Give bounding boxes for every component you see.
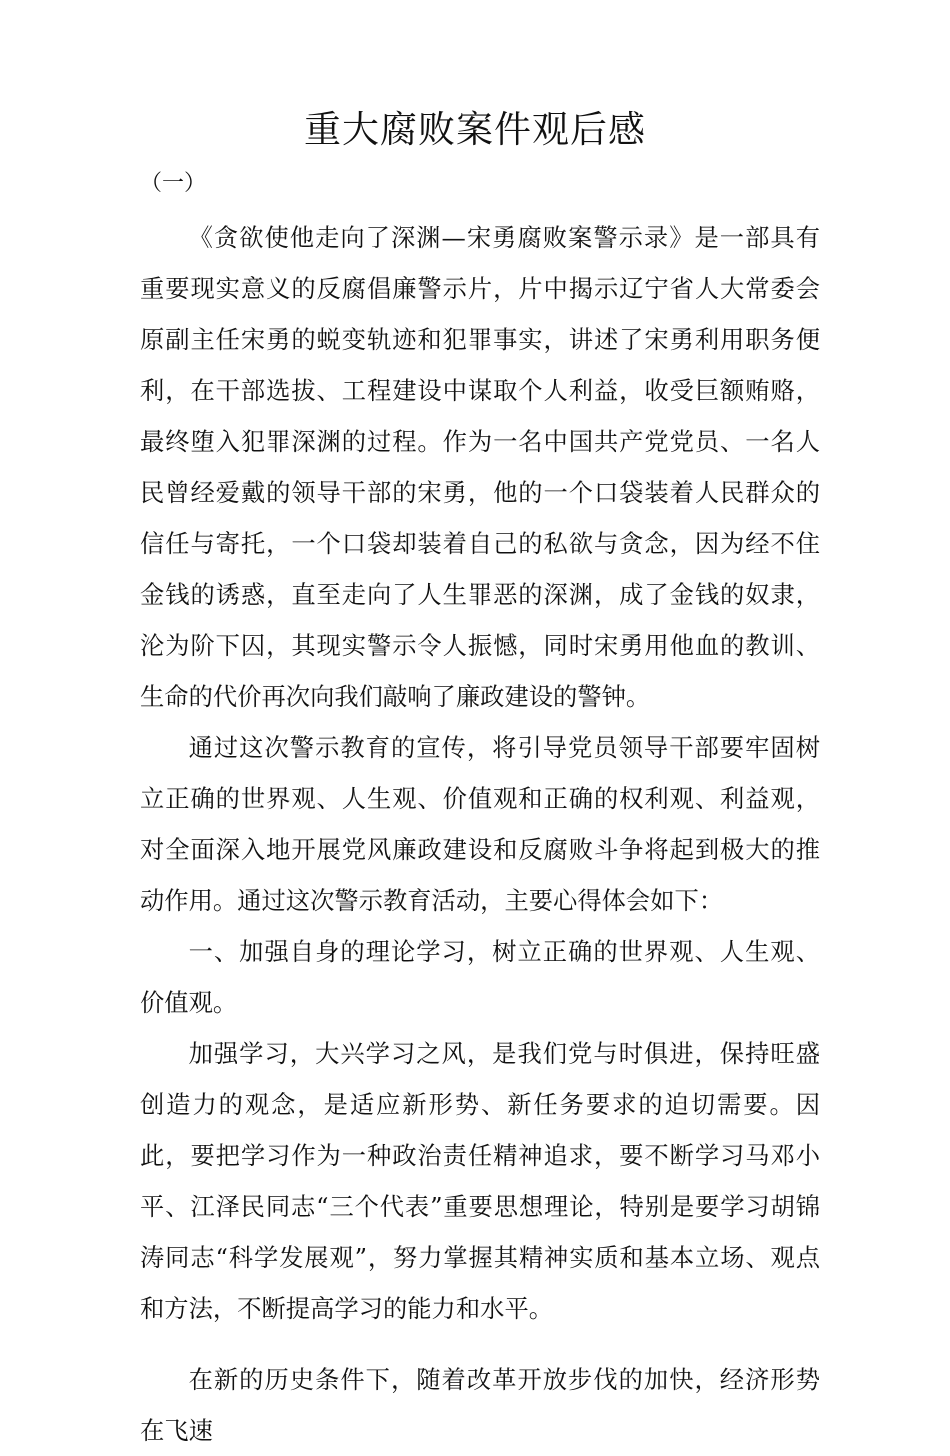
section-label: （一） [140, 171, 207, 196]
paragraph-4: 在新的历史条件下，随着改革开放步伐的加快，经济形势在飞速 [140, 1365, 820, 1445]
paragraph-3: 加强学习，大兴学习之风，是我们党与时俱进，保持旺盛创造力的观念，是适应新形势、新任务要求的迫切需要。因此，要把学习作为一种政治责任精神追求，要不断学习马邓小平、江泽民同志“三个代表”重要思想理论，特别是要学习胡锦涛同志“科学发展观”，努力掌握其精神实质和基本立场、观点和方法，不断提高学习的能力和水平。 [140, 1039, 820, 1323]
paragraph-heading-1: 一、加强自身的理论学习，树立正确的世界观、人生观、价值观。 [140, 937, 820, 1017]
paragraph-2: 通过这次警示教育的宣传，将引导党员领导干部要牢固树立正确的世界观、人生观、价值观和正确的权利观、利益观，对全面深入地开展党风廉政建设和反腐败斗争将起到极大的推动作用。通过这次警示教育活动，主要心得体会如下： [140, 733, 820, 915]
paragraph-1: 《贪欲使他走向了深渊—宋勇腐败案警示录》是一部具有重要现实意义的反腐倡廉警示片，片中揭示辽宁省人大常委会原副主任宋勇的蜕变轨迹和犯罪事实，讲述了宋勇利用职务便利，在干部选拔、工程建设中谋取个人利益，收受巨额贿赂，最终堕入犯罪深渊的过程。作为一名中国共产党党员、一名人民曾经爱戴的领导干部的宋勇，他的一个口袋装着人民群众的信任与寄托，一个口袋却装着自己的私欲与贪念，因为经不住金钱的诱惑，直至走向了人生罪恶的深渊，成了金钱的奴隶，沦为阶下囚，其现实警示令人振憾，同时宋勇用他血的教训、生命的代价再次向我们敲响了廉政建设的警钟。 [140, 223, 820, 711]
document-body [140, 212, 820, 1456]
page-title: 重大腐败案件观后感 [304, 108, 646, 151]
